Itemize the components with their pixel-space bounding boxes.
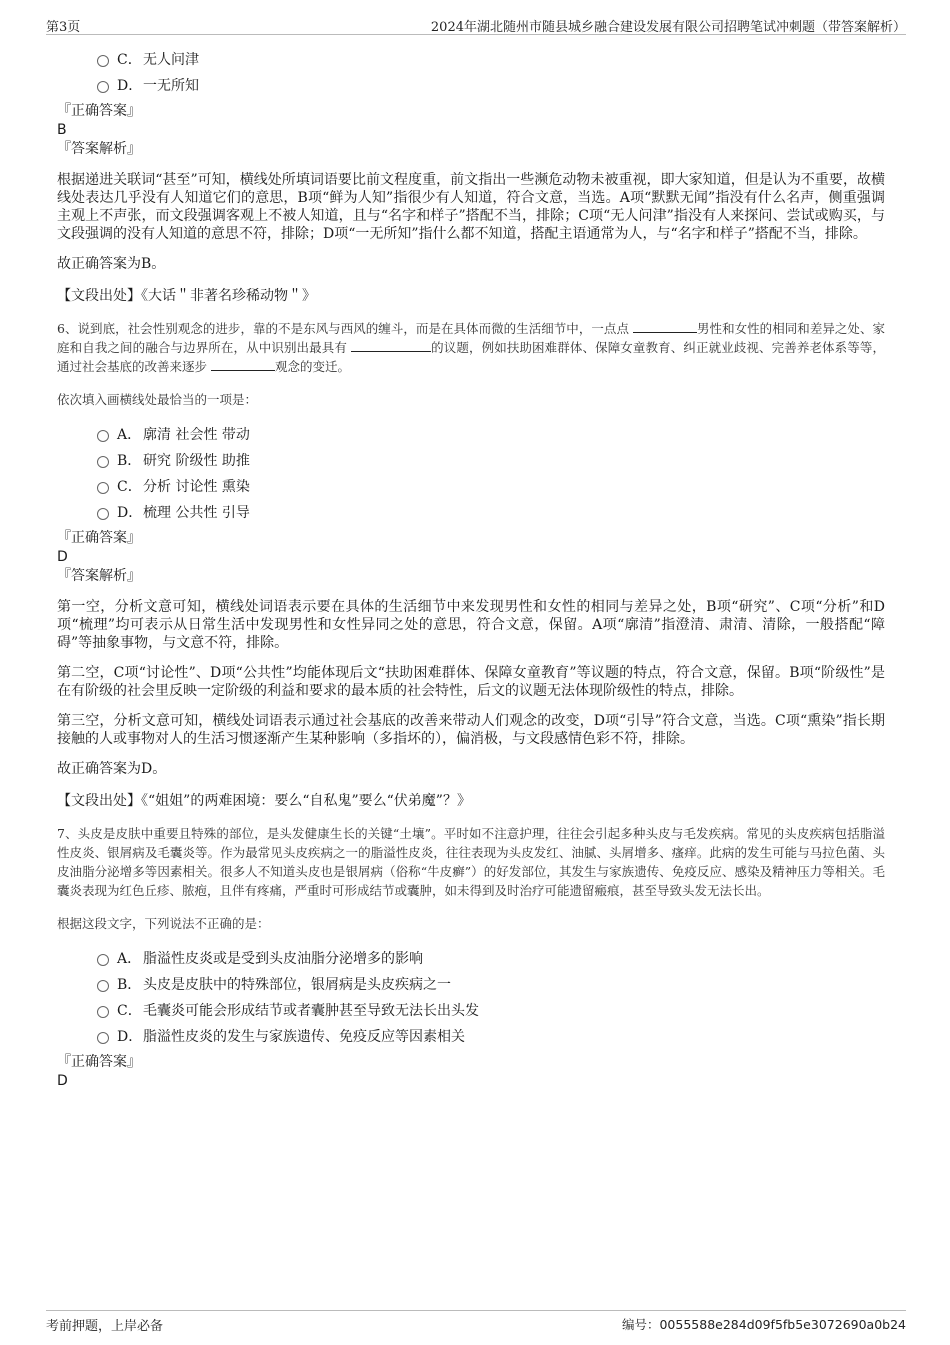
source-citation: 【文段出处】《“姐姐”的两难困境：要么“自私鬼”要么“伏弟魔”？》 xyxy=(57,793,471,809)
radio-icon[interactable] xyxy=(97,55,109,67)
radio-icon[interactable] xyxy=(97,456,109,468)
q7-option-d[interactable]: D． 脂溢性皮炎的发生与家族遗传、免疫反应等因素相关 xyxy=(97,1023,885,1049)
q6-prompt: 依次填入画横线处最恰当的一项是： xyxy=(57,392,258,407)
analysis-label: 『答案解析』 xyxy=(57,141,141,157)
radio-icon[interactable] xyxy=(97,81,109,93)
page-footer xyxy=(46,1310,906,1334)
q7-option-a[interactable]: A． 脂溢性皮炎或是受到头皮油脂分泌增多的影响 xyxy=(97,945,885,971)
q7-prompt: 根据这段文字，下列说法不正确的是： xyxy=(57,916,270,931)
radio-icon[interactable] xyxy=(97,980,109,992)
analysis-paragraph: 第二空，C项“讨论性”、D项“公共性”均能体现后文“扶助困难群体、保障女童教育”等议题的特点，符合文意，保留。B项“阶级性”是在有阶级的社会里反映一定阶级的利益和要求的最本质的社会特性，后文的议题无法体现阶级性的特点，排除。 xyxy=(57,665,885,699)
q7-stem: 7、头皮是皮肤中重要且特殊的部位，是头发健康生长的关键“土壤”。平时如不注意护理，往往会引起多种头皮与毛发疾病。常见的头皮疾病包括脂溢性皮炎、银屑病及毛囊炎等。作为最常见头皮疾病之一的脂溢性皮炎，往往表现为头皮发红、油腻、头屑增多、瘙痒。此病的发生可能与马拉色菌、头皮油脂分泌增多等因素相关。很多人不知道头皮也是银屑病（俗称“牛皮癣”）的好发部位，其发生与家族遗传、免疫反应、感染及精神压力等相关。毛囊炎表现为红色丘疹、脓疱，且伴有疼痛，严重时可形成结节或囊肿，如未得到及时治疗可能遗留瘢痕，甚至导致头发无法长出。 xyxy=(57,826,885,898)
q6-option-d[interactable]: D． 梳理 公共性 引导 xyxy=(97,499,885,525)
analysis-paragraph: 第三空，分析文意可知，横线处词语表示通过社会基底的改善来带动人们观念的改变，D项“引导”符合文意，当选。C项“熏染”指长期接触的人或事物对人的生活习惯逐渐产生某种影响（多指坏的），偏消极，与文段感情色彩不符，排除。 xyxy=(57,713,885,747)
answer-value: D xyxy=(57,549,68,565)
q6-option-c[interactable]: C． 分析 讨论性 熏染 xyxy=(97,473,885,499)
analysis-label: 『答案解析』 xyxy=(57,568,141,584)
footer-slogan: 考前押题，上岸必备 xyxy=(46,1319,164,1334)
q6-options xyxy=(57,421,885,525)
radio-icon[interactable] xyxy=(97,482,109,494)
page-header xyxy=(46,14,906,35)
document-title: 2024年湖北随州市随县城乡融合建设发展有限公司招聘笔试冲刺题（带答案解析） xyxy=(430,20,906,35)
q7-option-b[interactable]: B． 头皮是皮肤中的特殊部位，银屑病是头皮疾病之一 xyxy=(97,971,885,997)
radio-icon[interactable] xyxy=(97,1006,109,1018)
answer-label: 『正确答案』 xyxy=(57,1054,141,1070)
page-number: 第3页 xyxy=(46,20,81,35)
answer-value: B xyxy=(57,122,67,138)
answer-label: 『正确答案』 xyxy=(57,103,141,119)
analysis-paragraph: 第一空，分析文意可知，横线处词语表示要在具体的生活细节中来发现男性和女性的相同与差异之处，B项“研究”、C项“分析”和D项“梳理”均可表示从日常生活中发现男性和女性异同之处的意思，符合文意，保留。A项“廓清”指澄清、肃清、清除，一般搭配“障碍”等抽象事物，与文意不符，排除。 xyxy=(57,599,885,651)
radio-icon[interactable] xyxy=(97,508,109,520)
q6-option-a[interactable]: A． 廓清 社会性 带动 xyxy=(97,421,885,447)
radio-icon[interactable] xyxy=(97,430,109,442)
q6-option-b[interactable]: B． 研究 阶级性 助推 xyxy=(97,447,885,473)
answer-value: D xyxy=(57,1073,68,1089)
q5-option-d[interactable]: D． 一无所知 xyxy=(97,72,885,98)
q7-option-c[interactable]: C． 毛囊炎可能会形成结节或者囊肿甚至导致无法长出头发 xyxy=(97,997,885,1023)
source-citation: 【文段出处】《大话＂非著名珍稀动物＂》 xyxy=(57,288,316,304)
blank-2 xyxy=(351,339,431,352)
analysis-paragraph: 根据递进关联词“甚至”可知，横线处所填词语要比前文程度重，前文指出一些濒危动物未被重视，即大家知道，但是认为不重要，故横线处表达几乎没有人知道它们的意思，B项“鲜为人知”指很少有人知道，符合文意，当选。A项“默默无闻”指没有什么名声，侧重强调主观上不声张，而文段强调客观上不被人知道，且与“名字和样子”搭配不当，排除；C项“无人问津”指没有人来探问、尝试或购买，与文段强调的没有人知道的意思不符，排除；D项“一无所知”指什么都不知道，搭配主语通常为人，与“名字和样子”搭配不当，排除。 xyxy=(57,172,885,242)
answer-label: 『正确答案』 xyxy=(57,530,141,546)
blank-3 xyxy=(211,358,275,371)
radio-icon[interactable] xyxy=(97,954,109,966)
q6-stem: 6、说到底，社会性别观念的进步，靠的不是东风与西风的缠斗，而是在具体而微的生活细节中，一点点 男性和女性的相同和差异之处、家庭和自我之间的融合与边界所在，从中识别出最具有 的议题，例如扶助困难群体、保障女童教育、纠正就业歧视、完善养老体系等等，通过社会基底的改善来逐步 观念的变迁。 xyxy=(57,321,885,374)
q5-option-c[interactable]: C． 无人问津 xyxy=(97,46,885,72)
page-content xyxy=(57,46,885,1091)
analysis-conclusion: 故正确答案为D。 xyxy=(57,761,167,777)
q7-options xyxy=(57,945,885,1049)
analysis-conclusion: 故正确答案为B。 xyxy=(57,256,166,272)
q5-options xyxy=(57,46,885,98)
blank-1 xyxy=(633,320,697,333)
radio-icon[interactable] xyxy=(97,1032,109,1044)
document-code: 编号：0055588e284d09f5fb5e3072690a0b24 xyxy=(621,1317,906,1332)
